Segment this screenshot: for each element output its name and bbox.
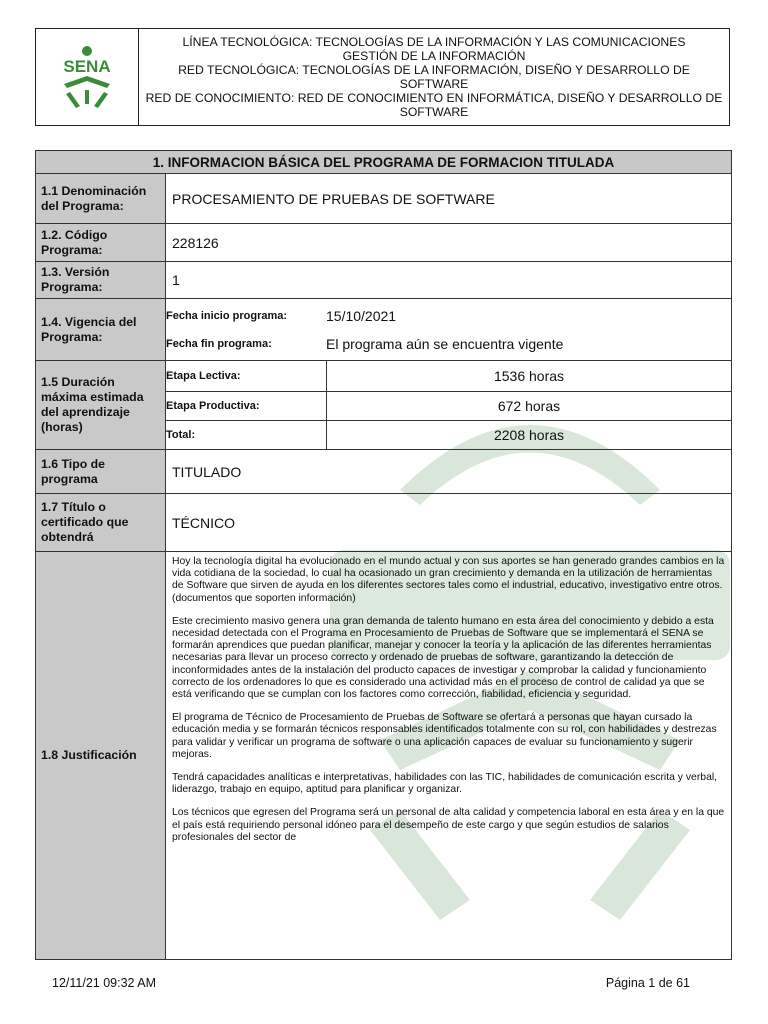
justificacion-label: 1.8 Justificación [36,552,166,960]
sena-logo [36,29,139,125]
codigo-value: 228126 [166,224,732,262]
duracion-inner [166,361,731,449]
justificacion-paragraph: Hoy la tecnología digital ha evolucionado en el mundo actual y con sus aportes se han generado grandes cambios en la vida cotidiana de la sociedad, lo cual ha ocasionado un gran crecimiento y demanda en la utilización de herramientas de Software que sirven de ayuda en los diferentes sectores tales como el industrial, educativo, investigativo entre otros. (documentos que soporten información) [172,556,725,604]
header-line-gestion: GESTIÓN DE LA INFORMACIÓN [342,49,526,63]
justificacion-text [166,552,732,960]
fecha-fin-value: El programa aún se encuentra vigente [326,335,564,352]
tipo-label: 1.6 Tipo de programa [36,450,166,494]
version-value: 1 [166,262,732,299]
version-label: 1.3. Versión Programa: [36,262,166,299]
sena-logo-icon [50,44,124,110]
program-info-table [35,150,732,960]
document-header [35,28,730,126]
header-line-red-tecnologica: RED TECNOLÓGICA: TECNOLOGÍAS DE LA INFORMACIÓN, DISEÑO Y DESARROLLO DE SOFTWARE [178,63,690,91]
header-line-red-conocimiento: RED DE CONOCIMIENTO: RED DE CONOCIMIENTO EN INFORMÁTICA, DISEÑO Y DESARROLLO DE SOFTWARE [145,91,723,119]
duracion-cell [166,361,732,450]
footer-timestamp: 12/11/21 09:32 AM [52,976,157,990]
header-line-linea: LÍNEA TECNOLÓGICA: TECNOLOGÍAS DE LA INFORMACIÓN Y LAS COMUNICACIONES [182,35,686,49]
denominacion-value: PROCESAMIENTO DE PRUEBAS DE SOFTWARE [166,174,732,224]
vigencia-inner [166,302,731,358]
titulo-value: TÉCNICO [166,494,732,552]
sena-logo-text: SENA [63,57,111,76]
etapa-productiva-value: 672 horas [327,391,732,420]
fecha-inicio-value: 15/10/2021 [326,307,397,324]
total-label: Total: [166,420,327,449]
etapa-productiva-label: Etapa Productiva: [166,391,327,420]
etapa-lectiva-value: 1536 horas [327,361,732,391]
titulo-label: 1.7 Título o certificado que obtendrá [36,494,166,552]
fecha-inicio-label: Fecha inicio programa: [166,309,288,322]
justificacion-paragraph: Este crecimiento masivo genera una gran demanda de talento humano en esta área del conocimiento y debido a esta necesidad detectada con el Programa en Procesamiento de Pruebas de Software que se implementará el SENA se formarán aprendices que puedan planificar, manejar y conocer la teoría y la aplicación de las diferentes herramientas necesarias para llevar un proceso correcto y ordenado de pruebas de software, garantizando la detección de inconformidades antes de la instalación del producto capaces de investigar y comprobar la calidad y funcionamiento correcto de los ordenadores lo que es considerado una actividad más en el proceso de control de calidad ya que se está verificando que se cumplan con los factores como corrección, fiabilidad, eficiencia y seguridad. [172,615,714,701]
header-text [139,29,729,125]
vigencia-cell [166,299,732,361]
fecha-fin-label: Fecha fin programa: [166,337,272,350]
duracion-label: 1.5 Duración máxima estimada del aprendizaje (horas) [36,361,166,450]
justificacion-paragraph: Tendrá capacidades analíticas e interpretativas, habilidades con las TIC, habilidades de comunicación escrita y verbal, liderazgo, trabajo en equipo, aptitud para planificar y organizar. [172,772,718,796]
footer-page-number: Página 1 de 61 [605,976,690,990]
section-title: 1. INFORMACION BÁSICA DEL PROGRAMA DE FORMACION TITULADA [36,151,732,174]
etapa-lectiva-label: Etapa Lectiva: [166,361,327,391]
tipo-value: TITULADO [166,450,732,494]
justificacion-paragraph: Los técnicos que egresen del Programa será un personal de alta calidad y competencia laboral en esta área y en la que el país está requiriendo personal idóneo para el desempeño de este cargo y que según estudios de salarios profesionales del sector de [172,807,725,843]
vigencia-label: 1.4. Vigencia del Programa: [36,299,166,361]
justificacion-paragraph: El programa de Técnico de Procesamiento de Pruebas de Software se ofertará a personas que hayan cursado la educación media y se formarán técnicos responsables identificados totalmente con su rol, con habilidades y destrezas para validar y verificar un programa de software o una aplicación capaces de evaluar su funcionamiento y sugerir mejoras. [172,712,717,760]
codigo-label: 1.2. Código Programa: [36,224,166,262]
total-value: 2208 horas [493,426,565,443]
denominacion-label: 1.1 Denominación del Programa: [36,174,166,224]
